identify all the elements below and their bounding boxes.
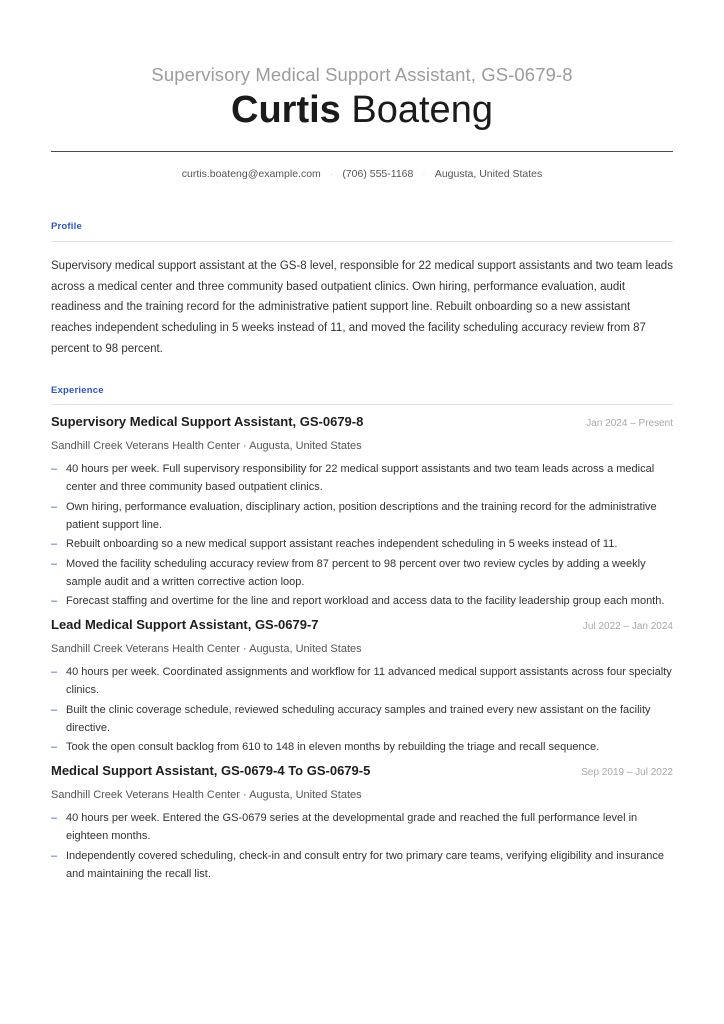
job-bullet <box>51 592 673 610</box>
job-bullet <box>51 555 673 591</box>
job-title: Lead Medical Support Assistant, GS-0679-7 <box>51 617 319 632</box>
bullet-dash: – <box>51 595 58 607</box>
job-header <box>51 617 673 639</box>
bullet-text: 40 hours per week. Coordinated assignments and workflow for 11 advanced medical support assistants across four specialty clinics. <box>66 666 672 696</box>
job-entry <box>51 414 673 610</box>
job-subtitle: Supervisory Medical Support Assistant, GS-0679-8 <box>151 64 573 85</box>
job-title: Medical Support Assistant, GS-0679-4 To GS-0679-5 <box>51 763 371 778</box>
contact-separator: · <box>422 168 426 180</box>
bullet-dash: – <box>51 500 58 513</box>
job-entry <box>51 763 673 883</box>
contact-separator: · <box>329 168 334 180</box>
bullet-text: Moved the facility scheduling accuracy review from 87 percent to 98 percent over two review cycles by adding a weekly sample audit and a written corrective action loop. <box>66 557 646 588</box>
job-bullets <box>51 809 673 883</box>
job-organization: Sandhill Creek Veterans Health Center · Augusta, United States <box>51 440 362 452</box>
bullet-text: Own hiring, performance evaluation, disciplinary action, position descriptions and the training record for the administrative patient support line. <box>66 500 657 531</box>
bullet-dash: – <box>51 463 58 475</box>
bullet-text: Forecast staffing and overtime for the line and report workload and access data to the facility leadership group each month. <box>66 595 665 607</box>
bullet-text: Independently covered scheduling, check-in and consult entry for two primary care teams, verifying eligibility and insurance and maintaining the recall list. <box>66 849 664 880</box>
profile-summary: Supervisory medical support assistant at the GS-8 level, responsible for 22 medical support assistants and two team leads across a medical center and three community based outpatient clinics. Own hiring, performance evaluation, audit readiness and the training record for the administrative patient support line. Rebuilt onboarding so a new assistant reaches independent scheduling in 5 weeks instead of 11, and moved the facility scheduling accuracy review from 87 percent to 98 percent. <box>51 260 673 355</box>
contact-line <box>0 168 724 180</box>
job-header <box>51 414 673 436</box>
bullet-dash: – <box>51 849 58 862</box>
job-dates: Sep 2019 – Jul 2022 <box>581 767 673 778</box>
bullet-dash: – <box>51 557 58 570</box>
bullet-text: 40 hours per week. Full supervisory responsibility for 22 medical support assistants and two team leads across a medical center and three community based outpatient clinics. <box>66 463 655 493</box>
bullet-text: Took the open consult backlog from 610 to 148 in eleven months by rebuilding the triage and recall sequence. <box>66 741 600 753</box>
bullet-dash: – <box>51 812 58 824</box>
bullet-dash: – <box>51 538 58 550</box>
bullet-dash: – <box>51 666 58 678</box>
job-bullet <box>51 460 673 496</box>
resume-header <box>0 0 724 132</box>
profile-divider <box>51 241 673 242</box>
job-dates: Jan 2024 – Present <box>586 418 673 429</box>
job-title: Supervisory Medical Support Assistant, GS-0679-8 <box>51 414 364 429</box>
job-bullet <box>51 738 673 756</box>
profile-section-label: Profile <box>51 221 82 232</box>
first-name: Curtis <box>231 89 341 131</box>
job-bullet <box>51 701 673 737</box>
contact-phone[interactable]: (706) 555-1168 <box>342 168 414 180</box>
bullet-text: 40 hours per week. Entered the GS-0679 series at the developmental grade and reached the full performance level in eighteen months. <box>66 812 638 842</box>
job-bullet <box>51 809 673 845</box>
bullet-dash: – <box>51 703 58 716</box>
last-name: Boateng <box>351 89 493 131</box>
job-entry <box>51 617 673 756</box>
contact-location: Augusta, United States <box>434 168 543 180</box>
header-divider <box>51 151 673 152</box>
job-bullet <box>51 498 673 534</box>
job-bullet <box>51 847 673 883</box>
job-header <box>51 763 673 785</box>
job-dates: Jul 2022 – Jan 2024 <box>582 621 673 632</box>
experience-divider <box>51 404 673 405</box>
bullet-dash: – <box>51 741 58 753</box>
job-organization: Sandhill Creek Veterans Health Center · Augusta, United States <box>51 643 362 655</box>
candidate-name <box>0 88 724 132</box>
experience-section-label: Experience <box>51 385 104 396</box>
job-organization: Sandhill Creek Veterans Health Center · Augusta, United States <box>51 789 362 801</box>
job-bullets <box>51 663 673 756</box>
job-bullet <box>51 535 673 553</box>
job-bullet <box>51 663 673 699</box>
bullet-text: Built the clinic coverage schedule, reviewed scheduling accuracy samples and trained every new assistant on the facility directive. <box>66 703 651 734</box>
job-bullets <box>51 460 673 610</box>
contact-email[interactable]: curtis.boateng@example.com <box>181 168 321 180</box>
experience-list <box>51 414 673 890</box>
bullet-text: Rebuilt onboarding so a new medical support assistant reaches independent scheduling in 5 weeks instead of 11. <box>66 538 618 550</box>
